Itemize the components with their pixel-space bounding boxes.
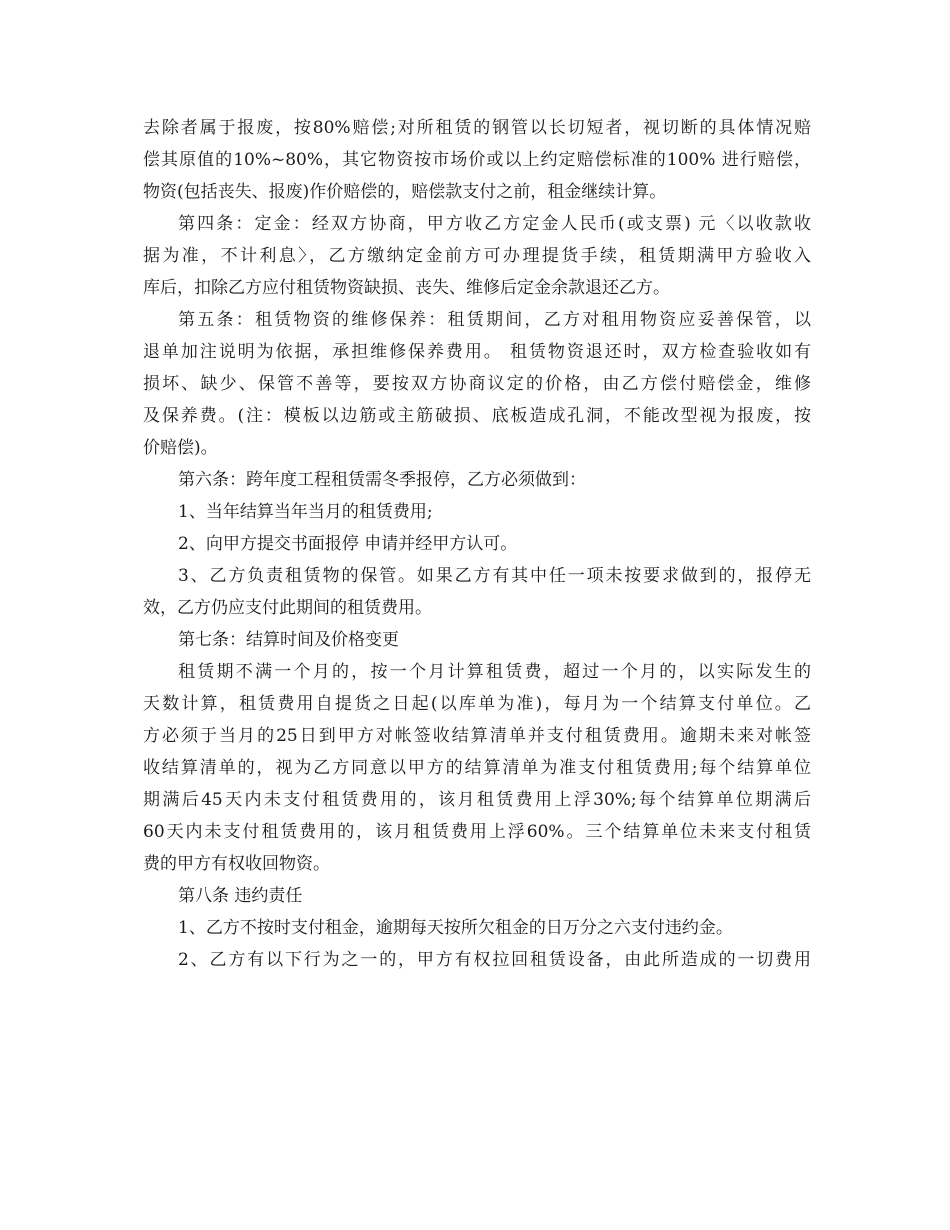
list-item-line: 2、向甲方提交书面报停 申请并经甲方认可。 [178,534,518,554]
text-line: 偿其原值的10%~80%，其它物资按市场价或以上约定赔偿标准的100% 进行赔偿， [143,150,811,170]
article-6-heading-line: 第六条：跨年度工程租赁需冬季报停，乙方必须做到： [178,470,586,490]
text-line: 天数计算，租赁费用自提货之日起(以库单为准)，每月为一个结算支付单位。乙 [143,694,811,714]
text-line: 退单加注说明为依据，承担维修保养费用。 租赁物资退还时，双方检查验收如有 [143,342,811,362]
document-body [143,112,811,976]
list-item-line: 1、乙方不按时支付租金，逾期每天按所欠租金的日万分之六支付违约金。 [178,918,733,938]
article-7-heading-line: 第七条：结算时间及价格变更 [178,630,399,650]
text-line: 据为准，不计利息〉，乙方缴纳定金前方可办理提货手续，租赁期满甲方验收入 [143,246,811,266]
text-line: 库后，扣除乙方应付租赁物资缺损、丧失、维修后定金余款退还乙方。 [143,278,670,298]
text-line: 物资(包括丧失、报废)作价赔偿的，赔偿款支付之前，租金继续计算。 [143,182,667,202]
article-8-heading-line: 第八条 违约责任 [178,886,303,906]
text-line: 损坏、缺少、保管不善等，要按双方协商议定的价格，由乙方偿付赔偿金，维修 [143,374,811,394]
text-line: 60天内未支付租赁费用的，该月租赁费用上浮60%。三个结算单位未来支付租赁 [143,822,811,842]
text-line: 及保养费。(注：模板以边筋或主筋破损、底板造成孔洞，不能改型视为报废，按 [143,406,811,426]
list-item-line: 3、乙方负责租赁物的保管。如果乙方有其中任一项未按要求做到的，报停无 [178,566,811,586]
list-item-line: 1、当年结算当年当月的租赁费用; [178,502,433,522]
text-line: 去除者属于报废，按80%赔偿;对所租赁的钢管以长切短者，视切断的具体情况赔 [143,118,811,138]
article-4-heading-line: 第四条：定金：经双方协商，甲方收乙方定金人民币(或支票) 元〈以收款收 [178,214,811,234]
article-5-heading-line: 第五条：租赁物资的维修保养：租赁期间，乙方对租用物资应妥善保管，以 [178,310,811,330]
text-line: 方必须于当月的25日到甲方对帐签收结算清单并支付租赁费用。逾期未来对帐签 [143,726,811,746]
text-line: 期满后45天内未支付租赁费用的，该月租赁费用上浮30%;每个结算单位期满后 [143,790,811,810]
text-line: 效，乙方仍应支付此期间的租赁费用。 [143,598,432,618]
text-line: 收结算清单的，视为乙方同意以甲方的结算清单为准支付租赁费用;每个结算单位 [143,758,811,778]
list-item-line: 2、乙方有以下行为之一的，甲方有权拉回租赁设备，由此所造成的一切费用 [178,950,811,970]
text-line: 费的甲方有权收回物资。 [143,854,330,874]
text-line: 价赔偿)。 [143,438,218,458]
text-line: 租赁期不满一个月的，按一个月计算租赁费，超过一个月的，以实际发生的 [178,662,811,682]
